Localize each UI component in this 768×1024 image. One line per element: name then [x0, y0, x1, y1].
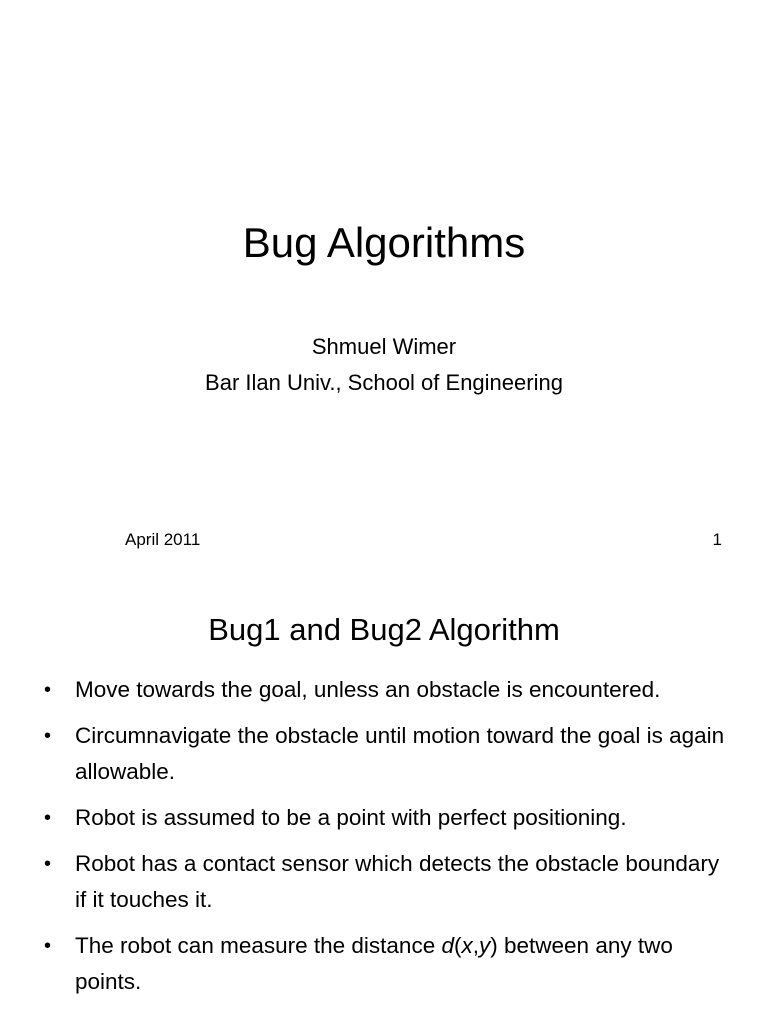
- close-paren: ): [490, 933, 498, 958]
- bullet-dot-icon: •: [44, 853, 52, 875]
- slide-title: Bug Algorithms: [242, 219, 526, 266]
- bullet-text-after: between any two points.: [75, 933, 673, 994]
- bullet-dot-icon: •: [44, 725, 52, 747]
- slide-bug1-bug2: [0, 576, 768, 1024]
- bullet-text: Circumnavigate the obstacle until motion toward the goal is again allowable.: [75, 723, 725, 784]
- slide-date: April 2011: [125, 530, 201, 549]
- bullet-dot-icon: •: [44, 679, 52, 701]
- bullet-text: Robot has a contact sensor which detects the obstacle boundary if it touches it.: [75, 851, 720, 912]
- slide-page-number: 1: [712, 530, 722, 549]
- slide-heading: Bug1 and Bug2 Algorithm: [208, 612, 560, 647]
- open-paren: (: [453, 933, 462, 958]
- bullet-text-before: The robot can measure the distance: [75, 933, 442, 958]
- bullet-item: [44, 718, 734, 790]
- var-y: y: [479, 933, 491, 958]
- bullet-dot-icon: •: [44, 935, 52, 957]
- bullet-text: Move towards the goal, unless an obstacle is encountered.: [75, 677, 661, 702]
- bullet-item: [44, 672, 734, 708]
- bullet-item: [44, 800, 734, 836]
- bullet-item: [44, 846, 734, 918]
- bullet-text: [75, 933, 673, 994]
- comma: ,: [472, 933, 479, 958]
- var-x: x: [461, 933, 473, 958]
- author-name: Shmuel Wimer: [311, 334, 457, 359]
- bullet-dot-icon: •: [44, 807, 52, 829]
- author-affiliation: Bar Ilan Univ., School of Engineering: [205, 370, 563, 395]
- bullet-item: [44, 928, 734, 1000]
- distance-symbol: d: [441, 933, 454, 958]
- bullet-text: Robot is assumed to be a point with perfect positioning.: [75, 805, 627, 830]
- bullet-list: [44, 672, 734, 1010]
